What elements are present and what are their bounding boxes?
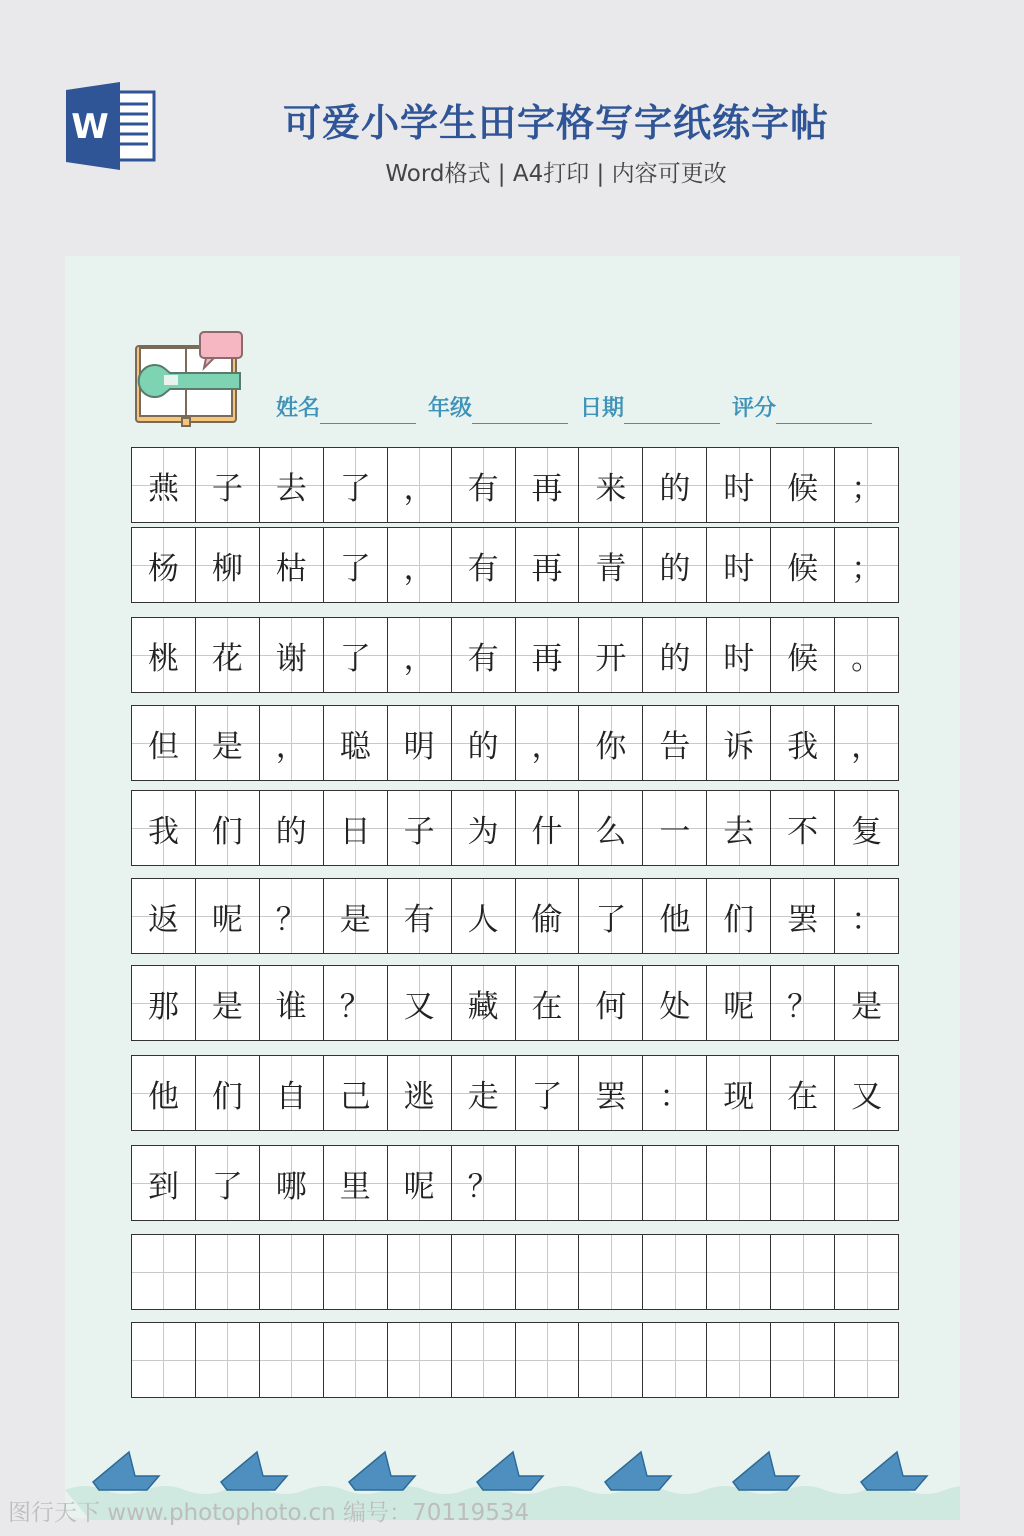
grid-cell[interactable]: [579, 528, 643, 602]
grid-cell[interactable]: [771, 618, 835, 692]
grid-cell[interactable]: [324, 618, 388, 692]
grid-cell[interactable]: [260, 1235, 324, 1309]
student-info-row: [276, 390, 896, 424]
grid-cell[interactable]: [707, 879, 771, 953]
grid-cell[interactable]: [452, 879, 516, 953]
grid-cell[interactable]: [452, 706, 516, 780]
grid-cell[interactable]: [132, 1235, 196, 1309]
cell-character: 去: [275, 470, 307, 507]
grid-cell[interactable]: [388, 791, 452, 865]
cell-character: 在: [787, 1078, 819, 1115]
grid-cell[interactable]: [771, 1323, 835, 1397]
grid-cell[interactable]: [707, 966, 771, 1040]
score-field[interactable]: [732, 390, 872, 424]
date-field[interactable]: [580, 390, 720, 424]
cell-character: 的: [659, 470, 691, 507]
grid-cell[interactable]: [388, 1146, 452, 1220]
grid-cell[interactable]: [643, 706, 707, 780]
watermark: 图行天下 www.photophoto.cn 编号：70119534: [8, 1500, 530, 1526]
grid-cell[interactable]: [196, 1235, 260, 1309]
cell-character: 一: [659, 813, 691, 850]
grid-row: [131, 617, 899, 693]
grid-cell[interactable]: [835, 528, 898, 602]
cell-character: 是: [211, 988, 243, 1025]
cell-character: 了: [339, 470, 371, 507]
grid-cell[interactable]: [260, 706, 324, 780]
grid-cell[interactable]: [579, 1235, 643, 1309]
grid-cell[interactable]: [771, 448, 835, 522]
cell-character: 自: [275, 1078, 307, 1115]
grid-cell[interactable]: [835, 1146, 898, 1220]
grid-cell[interactable]: [579, 448, 643, 522]
cell-character: 他: [147, 1078, 179, 1115]
grid-cell[interactable]: [324, 791, 388, 865]
cell-character: ；: [851, 470, 883, 507]
grid-cell[interactable]: [132, 1056, 196, 1130]
grid-cell[interactable]: [132, 1323, 196, 1397]
grid-row: [131, 447, 899, 523]
grid-cell[interactable]: [196, 1146, 260, 1220]
grid-cell[interactable]: [196, 706, 260, 780]
grid-cell[interactable]: [132, 791, 196, 865]
grid-cell[interactable]: [643, 618, 707, 692]
date-label: 日期: [580, 396, 625, 421]
grid-cell[interactable]: [388, 528, 452, 602]
cell-character: 罢: [787, 901, 819, 938]
grid-cell[interactable]: [707, 1146, 771, 1220]
cell-character: 返: [147, 901, 179, 938]
grid-cell[interactable]: [643, 1146, 707, 1220]
grid-cell[interactable]: [643, 448, 707, 522]
cell-character: 谢: [275, 640, 307, 677]
grid-cell[interactable]: [196, 618, 260, 692]
cell-character: 有: [403, 901, 435, 938]
grid-row: [131, 790, 899, 866]
grid-cell[interactable]: [579, 966, 643, 1040]
cell-character: 你: [595, 728, 627, 765]
cell-character: 哪: [275, 1168, 307, 1205]
cell-character: 明: [403, 728, 435, 765]
cell-character: 时: [723, 550, 755, 587]
grid-cell[interactable]: [835, 966, 898, 1040]
grid-row: [131, 705, 899, 781]
grid-cell[interactable]: [771, 966, 835, 1040]
cell-character: 聪: [339, 728, 371, 765]
grid-cell[interactable]: [132, 879, 196, 953]
grid-cell[interactable]: [579, 618, 643, 692]
grid-cell[interactable]: [516, 1146, 580, 1220]
grid-row: [131, 1322, 899, 1398]
cell-character: 子: [211, 470, 243, 507]
grid-cell[interactable]: [771, 528, 835, 602]
grid-cell[interactable]: [707, 1235, 771, 1309]
cell-character: 但: [147, 728, 179, 765]
cell-character: 了: [339, 550, 371, 587]
grid-cell[interactable]: [707, 791, 771, 865]
grid-cell[interactable]: [516, 528, 580, 602]
grid-cell[interactable]: [388, 966, 452, 1040]
cell-character: ：: [659, 1078, 691, 1115]
grid-cell[interactable]: [324, 1235, 388, 1309]
grid-cell[interactable]: [324, 448, 388, 522]
date-blank[interactable]: [624, 395, 720, 424]
grid-cell[interactable]: [132, 448, 196, 522]
cell-character: 告: [659, 728, 691, 765]
grid-row: [131, 1145, 899, 1221]
cell-character: 了: [595, 901, 627, 938]
cell-character: 了: [531, 1078, 563, 1115]
cell-character: 处: [659, 988, 691, 1025]
grid-cell[interactable]: [707, 706, 771, 780]
cell-character: 有: [467, 640, 499, 677]
grid-cell[interactable]: [579, 1323, 643, 1397]
grid-cell[interactable]: [835, 448, 898, 522]
word-icon: [66, 82, 156, 170]
word-letter: W: [71, 107, 109, 147]
cell-character: 呢: [403, 1168, 435, 1205]
grid-cell[interactable]: [388, 1235, 452, 1309]
cell-character: 开: [595, 640, 627, 677]
cell-character: 不: [787, 813, 819, 850]
cell-character: 时: [723, 640, 755, 677]
page-subtitle: Word格式 | A4打印 | 内容可更改: [385, 161, 727, 187]
cell-character: 枯: [275, 550, 307, 587]
grid-cell[interactable]: [579, 1146, 643, 1220]
cell-character: 候: [787, 640, 819, 677]
score-label: 评分: [732, 396, 777, 421]
grid-cell[interactable]: [196, 966, 260, 1040]
grid-cell[interactable]: [579, 791, 643, 865]
cell-character: 花: [211, 640, 243, 677]
cell-character: 走: [467, 1078, 499, 1115]
grid-cell[interactable]: [388, 1323, 452, 1397]
cell-character: ：: [851, 901, 883, 938]
cell-character: ？: [467, 1168, 499, 1205]
cell-character: 那: [147, 988, 179, 1025]
grid-cell[interactable]: [260, 448, 324, 522]
grid-cell[interactable]: [388, 1056, 452, 1130]
name-field[interactable]: [276, 390, 416, 424]
grid-cell[interactable]: [643, 966, 707, 1040]
grid-cell[interactable]: [771, 879, 835, 953]
grid-cell[interactable]: [452, 791, 516, 865]
cell-character: 我: [787, 728, 819, 765]
grid-row: [131, 1234, 899, 1310]
grid-cell[interactable]: [260, 528, 324, 602]
cell-character: 么: [595, 813, 627, 850]
cell-character: 杨: [147, 550, 179, 587]
grid-cell[interactable]: [132, 528, 196, 602]
cell-character: 到: [147, 1168, 179, 1205]
cell-character: 青: [595, 550, 627, 587]
grid-cell[interactable]: [132, 706, 196, 780]
cell-character: 我: [147, 813, 179, 850]
grid-cell[interactable]: [452, 1323, 516, 1397]
cell-character: 候: [787, 550, 819, 587]
cell-character: 有: [467, 470, 499, 507]
cell-character: 再: [531, 640, 563, 677]
grid-cell[interactable]: [771, 1056, 835, 1130]
grid-cell[interactable]: [516, 791, 580, 865]
cell-character: 为: [467, 813, 499, 850]
cell-character: ，: [403, 470, 435, 507]
grid-cell[interactable]: [771, 1146, 835, 1220]
grid-cell[interactable]: [388, 448, 452, 522]
cell-character: 人: [467, 901, 499, 938]
grid-cell[interactable]: [579, 1056, 643, 1130]
grid-cell[interactable]: [516, 1323, 580, 1397]
cell-character: 己: [339, 1078, 371, 1115]
grid-cell[interactable]: [643, 528, 707, 602]
grid-cell[interactable]: [324, 1323, 388, 1397]
cell-character: 再: [531, 550, 563, 587]
cell-character: 来: [595, 470, 627, 507]
grid-cell[interactable]: [260, 618, 324, 692]
grid-cell[interactable]: [452, 618, 516, 692]
cell-character: 日: [339, 813, 371, 850]
grid-cell[interactable]: [579, 879, 643, 953]
grid-row: [131, 878, 899, 954]
cell-character: 里: [339, 1168, 371, 1205]
grid-cell[interactable]: [707, 1323, 771, 1397]
grid-cell[interactable]: [324, 528, 388, 602]
cell-character: ；: [851, 550, 883, 587]
book-wrench-icon: [134, 330, 244, 430]
page-title: 可爱小学生田字格写字纸练字帖: [282, 101, 829, 145]
grid-cell[interactable]: [771, 706, 835, 780]
grid-cell[interactable]: [516, 966, 580, 1040]
grid-cell[interactable]: [643, 791, 707, 865]
cell-character: 在: [531, 988, 563, 1025]
cell-character: 们: [211, 813, 243, 850]
grid-cell[interactable]: [324, 1056, 388, 1130]
grid-cell[interactable]: [196, 791, 260, 865]
grid-cell[interactable]: [835, 791, 898, 865]
cell-character: 谁: [275, 988, 307, 1025]
cell-character: 有: [467, 550, 499, 587]
grid-cell[interactable]: [516, 1235, 580, 1309]
grid-cell[interactable]: [196, 448, 260, 522]
grid-cell[interactable]: [835, 1056, 898, 1130]
cell-character: 。: [851, 640, 883, 677]
cell-character: ，: [403, 550, 435, 587]
grid-cell[interactable]: [324, 706, 388, 780]
cell-character: 候: [787, 470, 819, 507]
grid-cell[interactable]: [452, 966, 516, 1040]
grid-cell[interactable]: [196, 528, 260, 602]
grid-cell[interactable]: [324, 879, 388, 953]
cell-character: 了: [211, 1168, 243, 1205]
cell-character: 的: [275, 813, 307, 850]
grid-cell[interactable]: [132, 1146, 196, 1220]
cell-character: 去: [723, 813, 755, 850]
grid-cell[interactable]: [452, 1056, 516, 1130]
grid-cell[interactable]: [388, 706, 452, 780]
grid-cell[interactable]: [516, 879, 580, 953]
grid-cell[interactable]: [516, 618, 580, 692]
grid-cell[interactable]: [132, 618, 196, 692]
grid-cell[interactable]: [260, 966, 324, 1040]
grid-cell[interactable]: [835, 706, 898, 780]
grid-row: [131, 1055, 899, 1131]
grid-cell[interactable]: [707, 448, 771, 522]
cell-character: ，: [403, 640, 435, 677]
grid-cell[interactable]: [516, 448, 580, 522]
cell-character: 子: [403, 813, 435, 850]
cell-character: ，: [531, 728, 563, 765]
cell-character: 偷: [531, 901, 563, 938]
grid-cell[interactable]: [260, 791, 324, 865]
grid-cell[interactable]: [452, 528, 516, 602]
name-label: 姓名: [276, 396, 321, 421]
grid-cell[interactable]: [643, 1235, 707, 1309]
name-blank[interactable]: [320, 395, 416, 424]
grid-cell[interactable]: [516, 1056, 580, 1130]
cell-character: 时: [723, 470, 755, 507]
cell-character: ，: [275, 728, 307, 765]
cell-character: 何: [595, 988, 627, 1025]
grid-cell[interactable]: [196, 1323, 260, 1397]
grid-cell[interactable]: [196, 879, 260, 953]
cell-character: 又: [851, 1078, 883, 1115]
cell-character: 诉: [723, 728, 755, 765]
cell-character: ，: [851, 728, 883, 765]
grid-cell[interactable]: [388, 618, 452, 692]
grid-cell[interactable]: [835, 1235, 898, 1309]
grid-cell[interactable]: [260, 1146, 324, 1220]
grid-cell[interactable]: [196, 1056, 260, 1130]
cell-character: 又: [403, 988, 435, 1025]
grid-cell[interactable]: [132, 966, 196, 1040]
grid-cell[interactable]: [579, 706, 643, 780]
grid-cell[interactable]: [771, 1235, 835, 1309]
cell-character: ？: [275, 901, 307, 938]
grid-cell[interactable]: [388, 879, 452, 953]
cell-character: 柳: [211, 550, 243, 587]
grade-label: 年级: [428, 396, 473, 421]
score-blank[interactable]: [776, 395, 872, 424]
cell-character: 的: [659, 640, 691, 677]
grid-cell[interactable]: [452, 1146, 516, 1220]
cell-character: 是: [339, 901, 371, 938]
grid-cell[interactable]: [324, 966, 388, 1040]
grid-cell[interactable]: [452, 448, 516, 522]
grid-cell[interactable]: [643, 879, 707, 953]
cell-character: 复: [851, 813, 883, 850]
grid-cell[interactable]: [707, 618, 771, 692]
grid-cell[interactable]: [516, 706, 580, 780]
grid-cell[interactable]: [771, 791, 835, 865]
grid-cell[interactable]: [707, 528, 771, 602]
grade-blank[interactable]: [472, 395, 568, 424]
grid-cell[interactable]: [260, 879, 324, 953]
cell-character: 了: [339, 640, 371, 677]
grid-cell[interactable]: [643, 1323, 707, 1397]
cell-character: 燕: [147, 470, 179, 507]
grid-cell[interactable]: [452, 1235, 516, 1309]
cell-character: 再: [531, 470, 563, 507]
grid-row: [131, 965, 899, 1041]
cell-character: 呢: [211, 901, 243, 938]
cell-character: 是: [851, 988, 883, 1025]
cell-character: 什: [531, 813, 563, 850]
grid-cell[interactable]: [260, 1056, 324, 1130]
cell-character: ？: [339, 988, 371, 1025]
cell-character: 的: [659, 550, 691, 587]
cell-character: 现: [723, 1078, 755, 1115]
grid-cell[interactable]: [835, 618, 898, 692]
cell-character: 呢: [723, 988, 755, 1025]
grid-cell[interactable]: [643, 1056, 707, 1130]
cell-character: 们: [211, 1078, 243, 1115]
grid-cell[interactable]: [707, 1056, 771, 1130]
grid-cell[interactable]: [260, 1323, 324, 1397]
cell-character: 罢: [595, 1078, 627, 1115]
cell-character: 逃: [403, 1078, 435, 1115]
cell-character: 的: [467, 728, 499, 765]
grade-field[interactable]: [428, 390, 568, 424]
grid-cell[interactable]: [835, 879, 898, 953]
cell-character: 桃: [147, 640, 179, 677]
grid-cell[interactable]: [324, 1146, 388, 1220]
cell-character: 他: [659, 901, 691, 938]
cell-character: 们: [723, 901, 755, 938]
grid-row: [131, 527, 899, 603]
cell-character: 藏: [467, 988, 499, 1025]
grid-cell[interactable]: [835, 1323, 898, 1397]
cell-character: 是: [211, 728, 243, 765]
cell-character: ？: [787, 988, 819, 1025]
